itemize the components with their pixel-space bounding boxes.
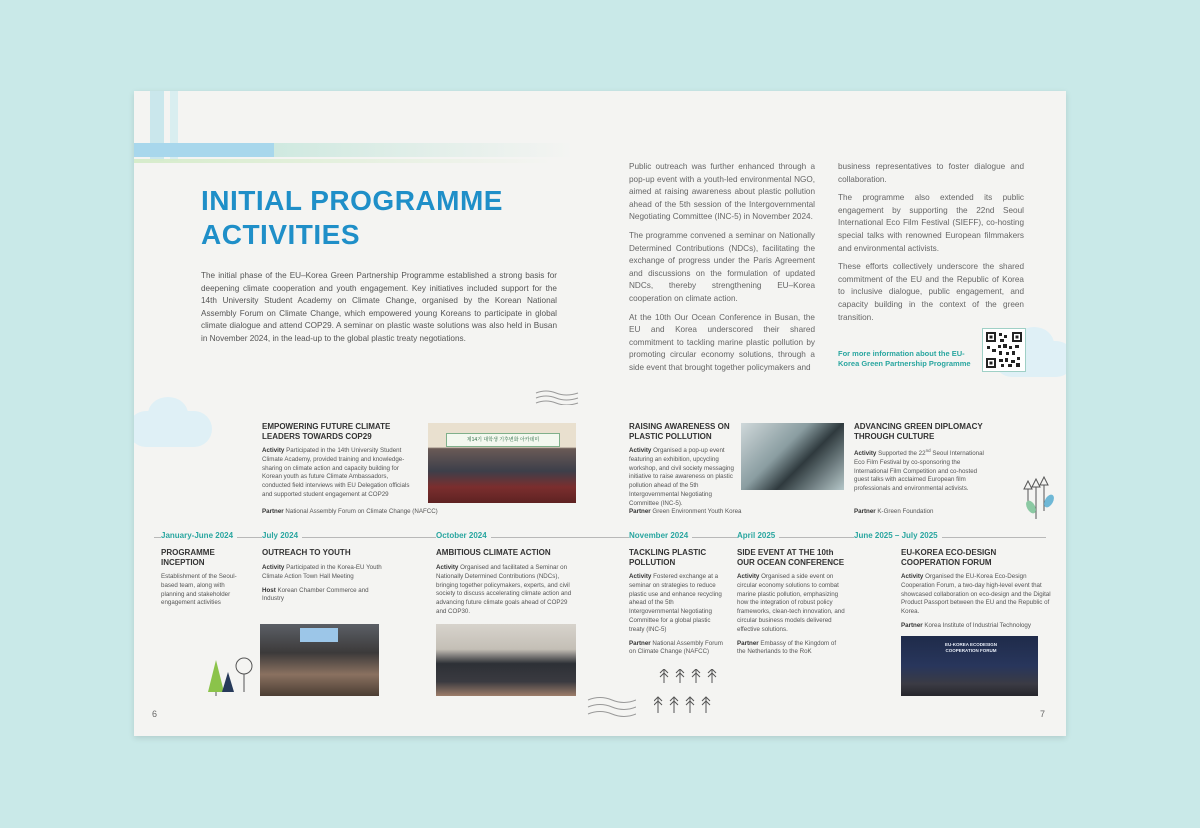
page-number: 7 <box>1040 709 1046 719</box>
timeline-date: April 2025 <box>737 531 779 540</box>
paragraph: Public outreach was further enhanced through a pop-up event with a youth-led environmental NGO, aimed at raising awareness about plastic pollution ahead of the 5th session of the Intergovernmental Negotiating Committee (INC-5) in November 2024. <box>629 162 815 222</box>
title-line: ACTIVITIES <box>201 219 361 250</box>
header-decoration <box>134 159 554 163</box>
paragraph: The programme convened a seminar on Nationally Determined Contributions (NDCs), facilitating the exchange of progress under the Paris Agreement and discussions on the formulation of updated NDCs, thereby strengthening EU–Korea cooperation on climate action. <box>629 230 815 303</box>
event-partner: Partner Korea Institute of Industrial Technology <box>901 621 1031 629</box>
photo-ndc-seminar <box>436 624 576 696</box>
title-line: INITIAL PROGRAMME <box>201 185 503 216</box>
text-column-2 <box>629 161 815 381</box>
event-activity: Activity Participated in the Korea-EU Youth Climate Action Town Hall Meeting <box>262 564 382 580</box>
timeline-date: January-June 2024 <box>161 531 237 540</box>
intro-paragraph: The initial phase of the EU–Korea Green Partnership Programme established a strong basis for deepening climate cooperation and youth engagement. Key initiatives included support for the 14th University Student Academy on Climate Change, organised by the Korean National Assembly Forum on Climate Change, which empowered young Koreans to participate in global climate dialogue and attend COP29. A seminar on plastic waste solutions was also held in Busan in November 2024, in the lead-up to the global plastic treaty negotiations. <box>201 271 557 343</box>
event-outreach-youth <box>262 548 382 604</box>
event-activity: Activity Fostered exchange at a seminar on strategies to reduce plastic use and enhance recycling ahead of the 5th Intergovernmental Negotiating Committee for a global plastic treaty (INC-5) <box>629 573 722 633</box>
tulip-icon <box>1018 475 1058 519</box>
event-empowering-leaders <box>262 422 417 500</box>
event-our-ocean <box>737 548 845 657</box>
timeline-date: November 2024 <box>629 531 692 540</box>
event-programme-inception <box>161 548 246 608</box>
wave-decoration <box>586 695 636 719</box>
paragraph: These efforts collectively underscore the shared commitment of the EU and the Republic of Korea to inclusive dialogue, public engagement, and capacity building in the context of the green transition. <box>838 262 1024 322</box>
event-partner: Partner Green Environment Youth Korea <box>629 508 742 515</box>
photo-student-academy <box>428 423 576 503</box>
event-title: EU-KOREA ECO-DESIGN COOPERATION FORUM <box>901 548 997 567</box>
event-title: AMBITIOUS CLIMATE ACTION <box>436 548 551 557</box>
event-raising-awareness <box>629 422 734 509</box>
event-activity: Activity Participated in the 14th University Student Climate Academy, provided training and knowledge-sharing on climate action and capacity building for Korean youth as future Climate Ambassadors, conducted field interviews with EU Delegation officials and supported student engagement at COP29 <box>262 447 410 498</box>
wave-decoration <box>534 389 580 405</box>
event-activity: Activity Organised and facilitated a Seminar on Nationally Determined Contributions (NDCs), bringing together policymakers, experts, and civil society to discuss accelerating climate action and advancing future climate goals ahead of COP29 and COP30. <box>436 564 572 615</box>
cloud-icon <box>148 397 188 431</box>
header-decoration <box>274 143 574 157</box>
tree-icon <box>206 656 258 696</box>
page-number: 6 <box>152 709 158 719</box>
photo-popup-event <box>741 423 844 490</box>
event-activity: Activity Organised a side event on circular economy solutions to combat marine plastic pollution, emphasizing how the integration of robust policy frameworks, clean-tech innovation, and circular business models delivered effective solutions. <box>737 573 845 633</box>
text-column-3 <box>838 161 1024 330</box>
event-eco-design-forum <box>901 548 1051 631</box>
photo-town-hall <box>260 624 379 696</box>
event-title: SIDE EVENT AT THE 10th OUR OCEAN CONFERENCE <box>737 548 845 567</box>
timeline-date: October 2024 <box>436 531 491 540</box>
header-decoration <box>134 143 274 157</box>
paragraph: business representatives to foster dialogue and collaboration. <box>838 162 1024 184</box>
event-tackling-plastic <box>629 548 724 657</box>
banner: EU-KOREA ECODESIGN COOPERATION FORUM <box>944 642 998 653</box>
event-host: Host Korean Chamber Commerce and Industry <box>262 586 369 603</box>
event-title: ADVANCING GREEN DIPLOMACY THROUGH CULTURE <box>854 422 983 441</box>
timeline-date: June 2025 – July 2025 <box>854 531 942 540</box>
event-partner: Partner National Assembly Forum on Climate Change (NAFCC) <box>629 639 723 656</box>
event-partner: Partner K-Green Foundation <box>854 508 934 515</box>
event-title: OUTREACH TO YOUTH <box>262 548 351 557</box>
timeline-date: July 2024 <box>262 531 302 540</box>
event-text: Establishment of the Seoul-based team, along with planning and stakeholder engagement activities <box>161 573 237 607</box>
paragraph: The programme also extended its public engagement by supporting the 22nd Seoul International Eco Film Festival (SIEFF), co-hosting special talks with renowned European filmmakers and environmental activists. <box>838 193 1024 253</box>
event-activity: Activity Supported the 22nd Seoul International Eco Film Festival by co-sponsoring the International Film Competition and co-hosted guest talks with acclaimed European film professionals and environmental activists. <box>854 448 984 493</box>
event-activity: Activity Organised the EU-Korea Eco-Design Cooperation Forum, a two-day high-level event that showcased collaboration on eco-design and the Digital Product Passport between the EU and the Republic of Korea. <box>901 573 1051 616</box>
event-title: TACKLING PLASTIC POLLUTION <box>629 548 707 567</box>
event-ambitious-climate <box>436 548 576 617</box>
page-title <box>201 184 521 252</box>
banner: 제14기 대학생 기후변화 아카데미 <box>446 433 560 447</box>
paragraph: At the 10th Our Ocean Conference in Busan, the EU and Korea underscored their shared commitment to tackling marine plastic pollution by promoting circular economy solutions, through a side event that brought together policymakers and <box>629 312 815 372</box>
brochure-spread <box>134 91 1066 736</box>
event-title: EMPOWERING FUTURE CLIMATE LEADERS TOWARDS COP29 <box>262 422 391 441</box>
event-title: PROGRAMME INCEPTION <box>161 548 215 567</box>
event-green-diplomacy <box>854 422 984 494</box>
event-title: RAISING AWARENESS ON PLASTIC POLLUTION <box>629 422 730 441</box>
more-info-text: For more information about the EU-Korea Green Partnership Programme <box>838 349 971 368</box>
event-partner: Partner National Assembly Forum on Climate Change (NAFCC) <box>262 508 438 515</box>
event-partner: Partner Embassy of the Kingdom of the Netherlands to the RoK <box>737 639 837 656</box>
photo-eco-design-forum <box>901 636 1038 696</box>
qr-code-icon[interactable] <box>982 328 1026 372</box>
arrow-trees-icon <box>654 669 724 719</box>
event-activity: Activity Organised a pop-up event featuring an exhibition, upcycling workshop, and civil society messaging initiative to raise awareness on plastic pollution ahead of the 5th Intergovernmental Negotiating Committee (INC-5). <box>629 447 734 507</box>
